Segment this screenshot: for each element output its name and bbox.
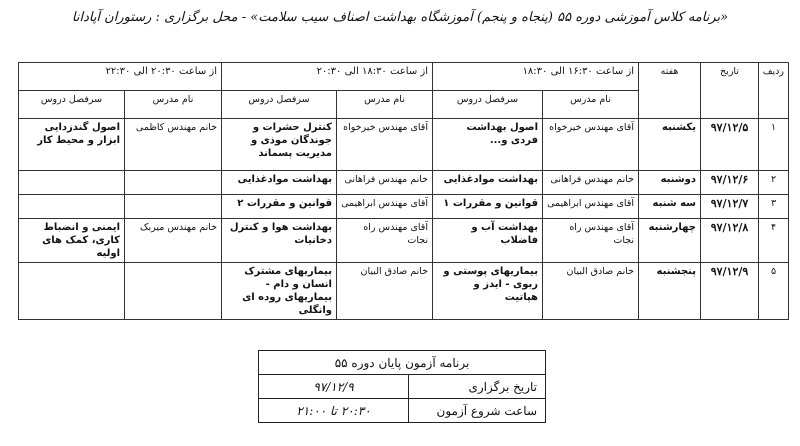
page-title: «برنامه کلاس آموزشی دوره ۵۵ (پنجاه و پنجم) آموزشگاه بهداشت اصناف سیب سلامت» - محل برگزاری : رستوران آپادانا: [71, 10, 729, 25]
header-course: سرفصل دروس: [222, 91, 337, 119]
course-cell: بهداشت هوا و کنترل دخانیات: [222, 219, 337, 263]
teacher-cell: آقای مهندس خیرخواه: [337, 119, 433, 171]
course-cell: [19, 195, 125, 219]
row-number: ۲: [759, 171, 789, 195]
teacher-cell: [125, 171, 222, 195]
row-date: ۹۷/۱۲/۹: [701, 263, 759, 320]
course-cell: [19, 171, 125, 195]
course-cell: اصول بهداشت فردی و...: [433, 119, 543, 171]
row-number: ۳: [759, 195, 789, 219]
teacher-cell: آقای مهندس راه نجات: [543, 219, 639, 263]
header-day: هفته: [639, 63, 701, 119]
row-date: ۹۷/۱۲/۷: [701, 195, 759, 219]
teacher-cell: آقای مهندس خیرخواه: [543, 119, 639, 171]
header-slot-3: از ساعت ۲۰:۳۰ الی ۲۲:۳۰: [19, 63, 222, 91]
row-date: ۹۷/۱۲/۵: [701, 119, 759, 171]
course-cell: بهداشت آب و فاضلاب: [433, 219, 543, 263]
course-cell: قوانین و مقررات ۲: [222, 195, 337, 219]
header-teacher: نام مدرس: [337, 91, 433, 119]
course-cell: اصول گندزدایی ابزار و محیط کار: [19, 119, 125, 171]
header-date: تاریخ: [701, 63, 759, 119]
row-day: سه شنبه: [639, 195, 701, 219]
row-number: ۵: [759, 263, 789, 320]
header-teacher: نام مدرس: [125, 91, 222, 119]
header-row-number: ردیف: [759, 63, 789, 119]
course-cell: کنترل حشرات و جوندگان موذی و مدیریت پسماند: [222, 119, 337, 171]
course-cell: بهداشت موادغذایی: [222, 171, 337, 195]
row-date: ۹۷/۱۲/۶: [701, 171, 759, 195]
course-cell: قوانین و مقررات ۱: [433, 195, 543, 219]
row-day: پنجشنبه: [639, 263, 701, 320]
row-day: دوشنبه: [639, 171, 701, 195]
teacher-cell: خانم مهندس کاظمی: [125, 119, 222, 171]
header-course: سرفصل دروس: [19, 91, 125, 119]
exam-table: [258, 350, 546, 423]
header-slot-2: از ساعت ۱۸:۳۰ الی ۲۰:۳۰: [222, 63, 433, 91]
table-row: [19, 219, 789, 263]
row-day: چهارشنبه: [639, 219, 701, 263]
teacher-cell: [125, 195, 222, 219]
course-cell: بهداشت موادغذایی: [433, 171, 543, 195]
teacher-cell: خانم مهندس فراهانی: [543, 171, 639, 195]
header-teacher: نام مدرس: [543, 91, 639, 119]
teacher-cell: خانم صادق البیان: [337, 263, 433, 320]
exam-time-value: ۲۰:۳۰ تا ۲۱:۰۰: [259, 399, 409, 423]
schedule-table: [18, 62, 789, 320]
course-cell: ایمنی و انضباط کاری، کمک های اولیه: [19, 219, 125, 263]
header-course: سرفصل دروس: [433, 91, 543, 119]
row-number: ۱: [759, 119, 789, 171]
teacher-cell: خانم مهندس میربک: [125, 219, 222, 263]
exam-date-value: ۹۷/۱۲/۹: [259, 375, 409, 399]
exam-time-label: ساعت شروع آزمون: [409, 399, 546, 423]
row-number: ۴: [759, 219, 789, 263]
teacher-cell: آقای مهندس ابراهیمی: [543, 195, 639, 219]
row-date: ۹۷/۱۲/۸: [701, 219, 759, 263]
teacher-cell: خانم صادق البیان: [543, 263, 639, 320]
row-day: یکشنبه: [639, 119, 701, 171]
table-row: [19, 263, 789, 320]
course-cell: بیماریهای مشترک انسان و دام - بیماریهای روده ای وانگلی: [222, 263, 337, 320]
table-row: [19, 195, 789, 219]
teacher-cell: آقای مهندس راه نجات: [337, 219, 433, 263]
table-row: [19, 119, 789, 171]
exam-title: برنامه آزمون پایان دوره ۵۵: [259, 351, 546, 375]
course-cell: بیماریهای پوستی و ربوی - ایدز و هپاتیت: [433, 263, 543, 320]
teacher-cell: [125, 263, 222, 320]
header-slot-1: از ساعت ۱۶:۳۰ الی ۱۸:۳۰: [433, 63, 639, 91]
table-row: [19, 171, 789, 195]
teacher-cell: آقای مهندس ابراهیمی: [337, 195, 433, 219]
teacher-cell: خانم مهندس فراهانی: [337, 171, 433, 195]
exam-date-label: تاریخ برگزاری: [409, 375, 546, 399]
course-cell: [19, 263, 125, 320]
